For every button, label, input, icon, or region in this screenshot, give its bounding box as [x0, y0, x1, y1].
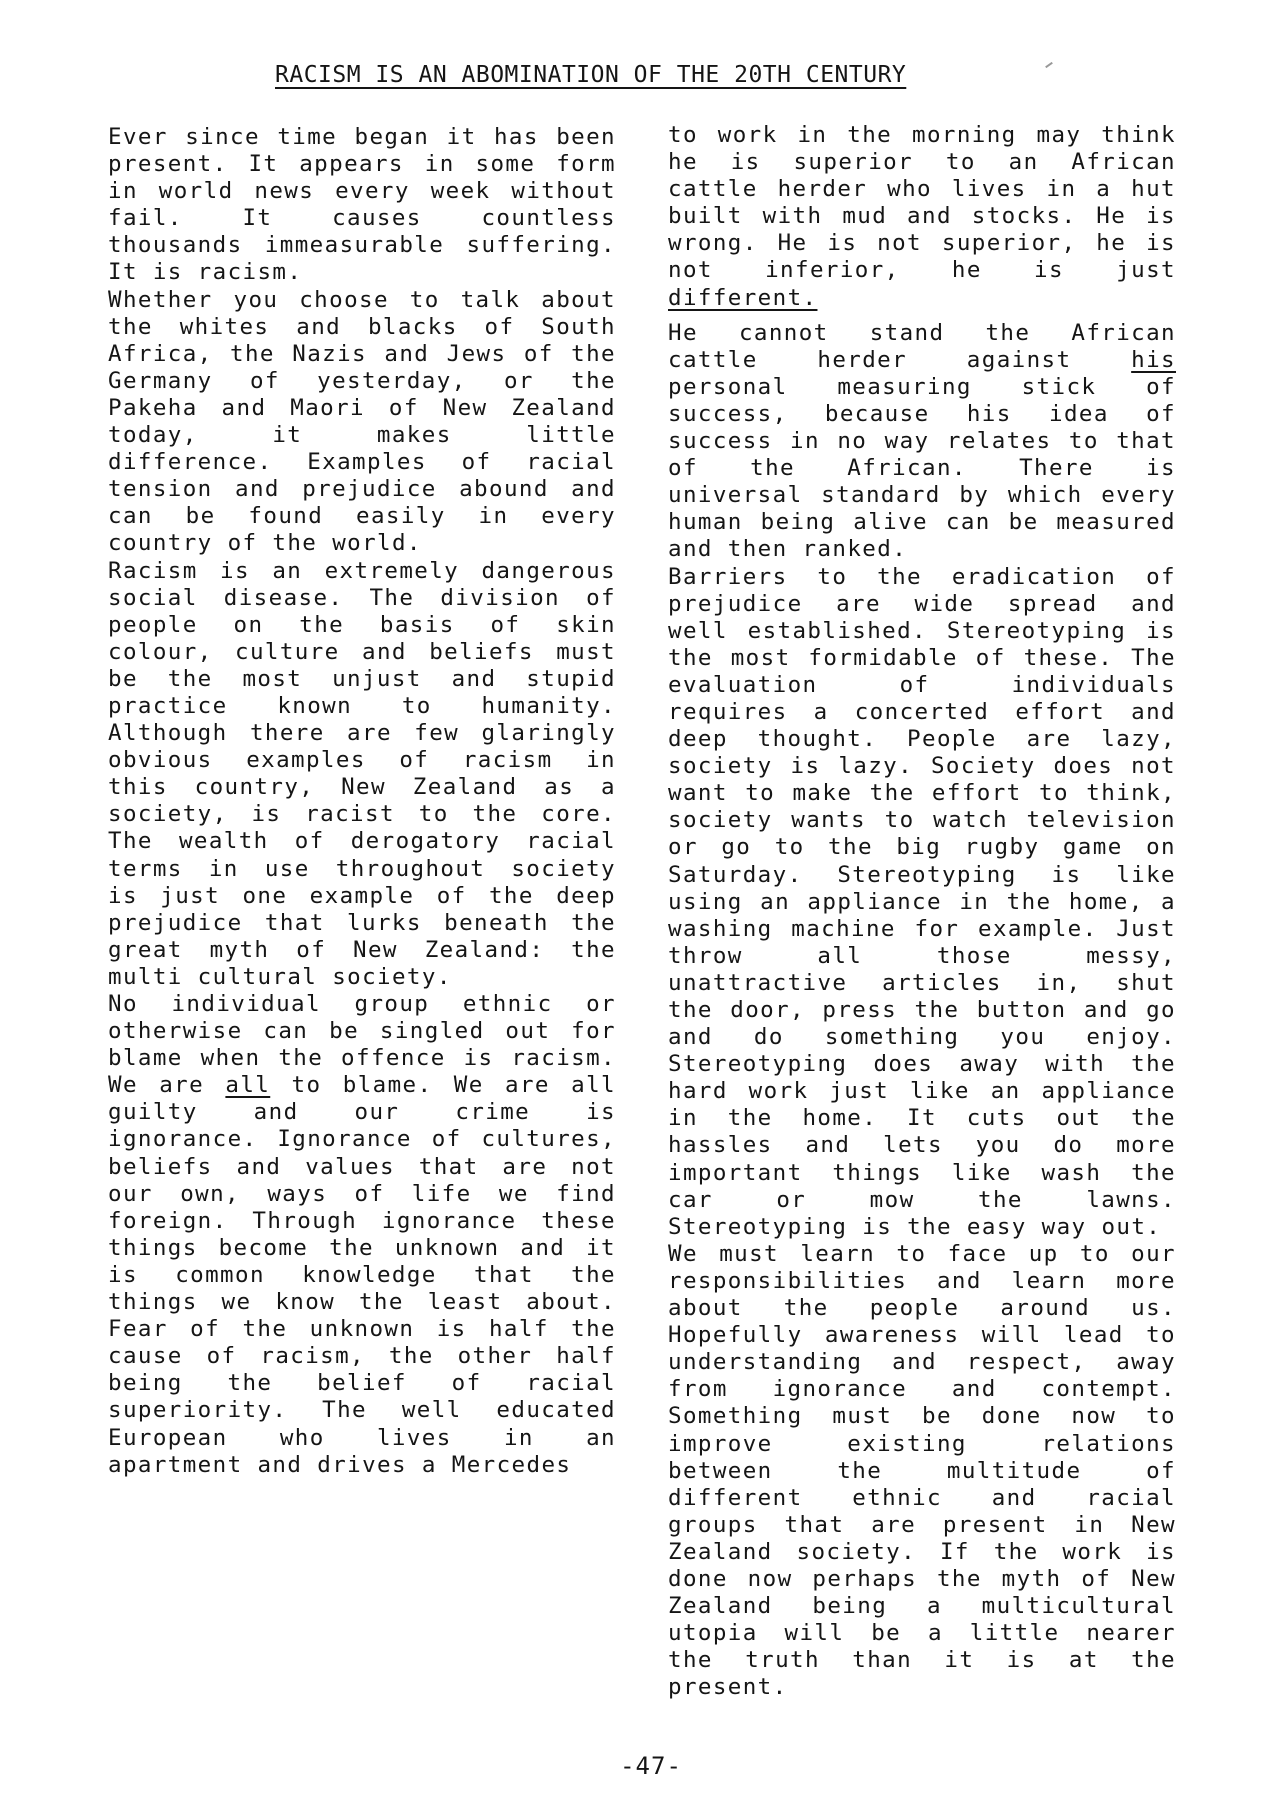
emphasis-different: different.: [668, 284, 818, 311]
right-column: [668, 122, 1176, 1701]
paragraph-barriers: Barriers to the eradication of prejudice are wide spread and well established. Stereotyping is the most formidable of these. The evaluation of individuals requires a concerted effort and deep thought. People are lazy, society is lazy. Society does not want to make the effort to think, society wants to watch television or go to the big rugby game on Saturday. Stereotyping is like using an appliance in the home, a washing machine for example. Just throw all those messy, unattractive articles in, shut the door, press the button and go and do something you enjoy. Stereotyping does away with the hard work just like an appliance in the home. It cuts out the hassles and lets you do more important things like wash the car or mow the lawns. Stereotyping is the easy way out.: [668, 563, 1176, 1240]
paragraph-blame: [108, 991, 616, 1479]
blame-text-1: No individual group ethnic or otherwise can be singled out for blame when the offence is racism. We are: [108, 991, 616, 1099]
emphasis-all: all: [225, 1072, 271, 1099]
blame-text-continued: to work in the morning may think he is superior to an African cattle herder who lives in a hut built with mud and stocks. He is wrong. He is not superior, he is not inferior, he is just: [668, 122, 1176, 284]
scan-speck: [1045, 62, 1053, 68]
emphasis-his: his: [1131, 346, 1176, 373]
page-title: RACISM IS AN ABOMINATION OF THE 20TH CENTURY: [275, 62, 907, 88]
blame-text-2: to blame. We are all guilty and our crime is ignorance. Ignorance of cultures, beliefs and values that are not our own, ways of life we find foreign. Through ignorance these things become the unknown and it is common knowledge that the things we know the least about. Fear of the unknown is half the cause of racism, the other half being the belief of racial superiority. The well educated European who lives in an apartment and drives a Mercedes: [108, 1072, 617, 1478]
paragraph-responsibilities: We must learn to face up to our responsibilities and learn more about the people around us. Hopefully awareness will lead to understanding and respect, away from ignorance and contempt. Something must be done now to improve existing relations between the multitude of different ethnic and racial groups that are present in New Zealand society. If the work is done now perhaps the myth of New Zealand being a multicultural utopia will be a little nearer the truth than it is at the present.: [668, 1240, 1176, 1701]
left-column: [108, 124, 616, 1479]
paragraph-herder: [668, 320, 1176, 564]
page-number-row: [0, 1752, 1272, 1780]
herder-text-2: personal measuring stick of success, because his idea of success in no way relates to that of the African. There is universal standard by which every human being alive can be measured and then ranked.: [668, 373, 1176, 563]
page-number: -47-: [620, 1752, 682, 1780]
paragraph-intro: Ever since time began it has been present. It appears in some form in world news every week without fail. It causes countless thousands immeasurable suffering. It is racism.: [108, 124, 616, 286]
paragraph-blame-continued: [668, 122, 1176, 312]
paragraph-whether: Whether you choose to talk about the whites and blacks of South Africa, the Nazis and Jews of the Germany of yesterday, or the Pakeha and Maori of New Zealand today, it makes little difference. Examples of racial tension and prejudice abound and can be found easily in every country of the world.: [108, 286, 616, 557]
herder-text-1: He cannot stand the African cattle herder against: [668, 319, 1176, 373]
paragraph-disease: Racism is an extremely dangerous social disease. The division of people on the basis of skin colour, culture and beliefs must be the most unjust and stupid practice known to humanity. Although there are few glaringly obvious examples of racism in this country, New Zealand as a society, is racist to the core. The wealth of derogatory racial terms in use throughout society is just one example of the deep prejudice that lurks beneath the great myth of New Zealand: the multi cultural society.: [108, 557, 616, 990]
